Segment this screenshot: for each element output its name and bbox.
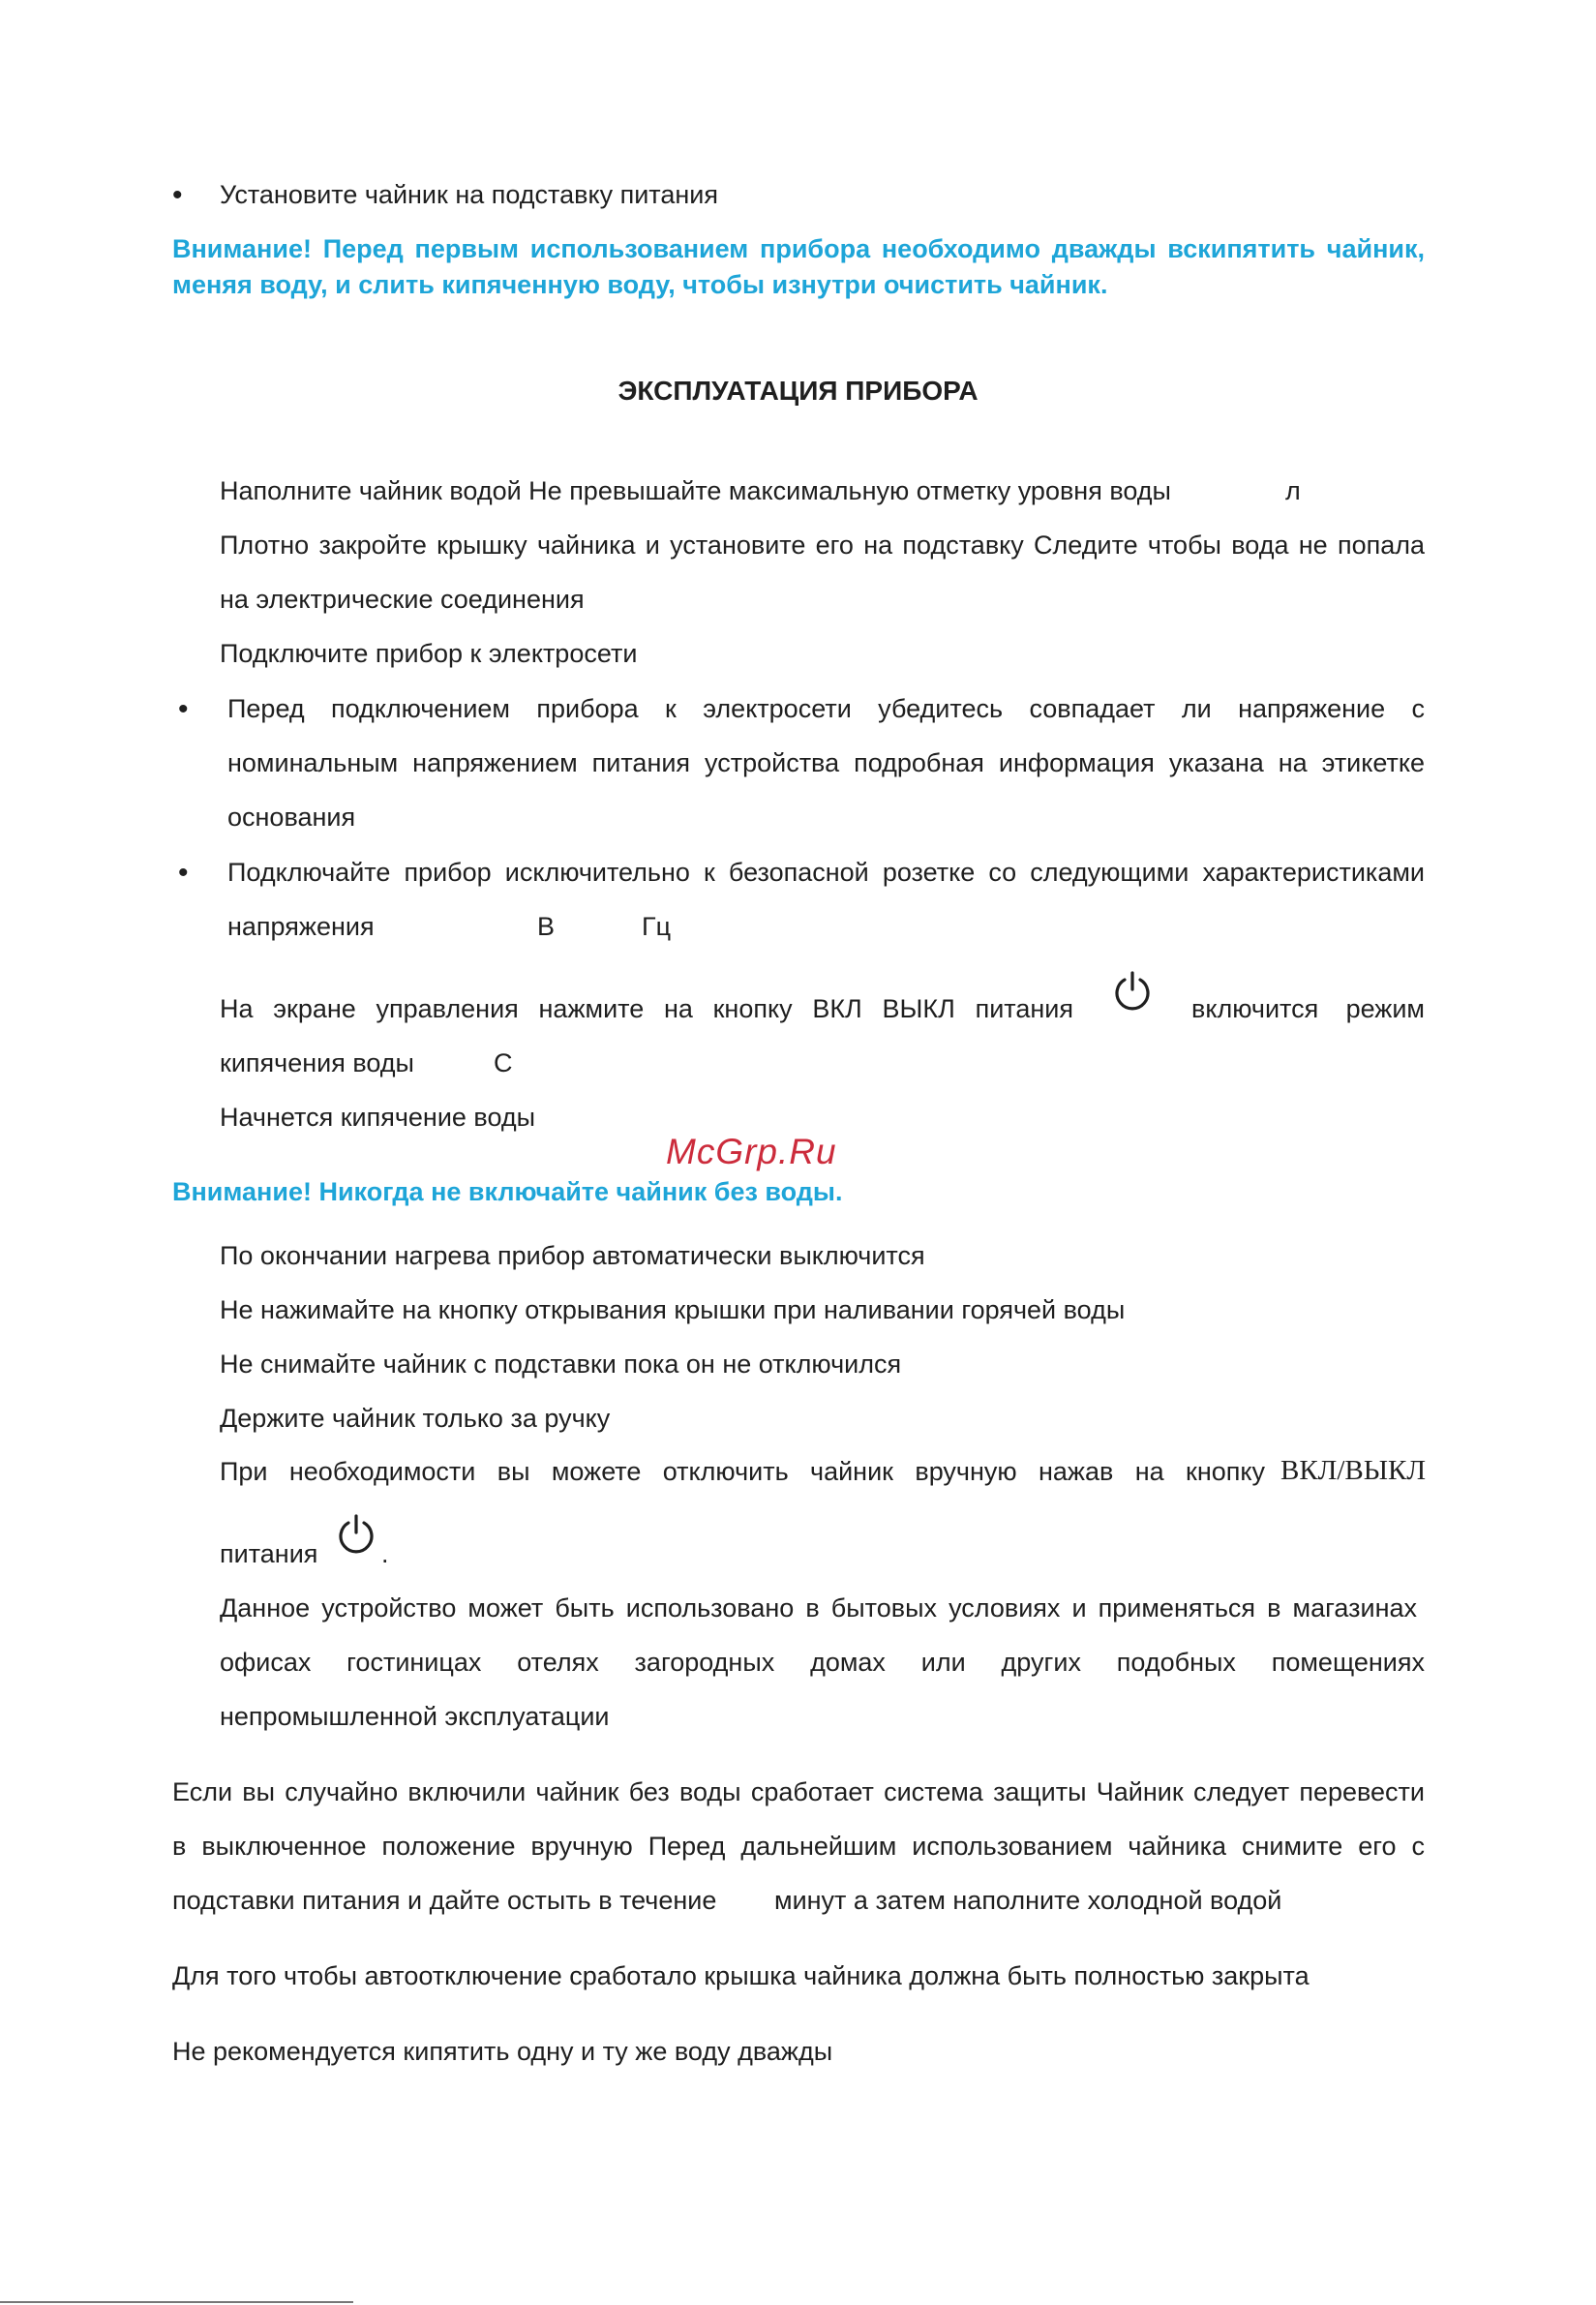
unit-label: Гц (642, 912, 672, 941)
instruction-line: непромышленной эксплуатации (220, 1702, 610, 1731)
instruction-line: Данное устройство может быть использовано в бытовых условиях и применяться в магазинах (220, 1593, 1417, 1623)
instruction-line: напряжения (227, 912, 375, 941)
instruction-line: Подключайте прибор исключительно к безопасной розетке со следующими характеристиками (227, 858, 1425, 887)
bullet: • (178, 693, 189, 725)
instruction-line: Не нажимайте на кнопку открывания крышки при наливании горячей воды (220, 1295, 1126, 1324)
warning-text: Внимание! Перед первым использованием прибора необходимо дважды вскипятить чайник, (172, 234, 1425, 263)
instruction-line: на электрические соединения (220, 585, 585, 614)
punctuation: . (381, 1539, 389, 1568)
button-name: ВКЛ/ВЫКЛ (1280, 1455, 1427, 1486)
instruction-line: питания (220, 1539, 318, 1568)
instruction-line: Наполните чайник водой Не превышайте максимальную отметку уровня воды (220, 476, 1171, 505)
instruction-line: кипячения воды (220, 1048, 414, 1077)
instruction-line: номинальным напряжением питания устройства подробная информация указана на этикетке (227, 748, 1425, 777)
watermark: McGrp.Ru (666, 1132, 837, 1171)
instruction-line: Держите чайник только за ручку (220, 1404, 611, 1433)
warning-text: меняя воду, и слить кипяченную воду, чтобы изнутри очистить чайник. (172, 270, 1108, 299)
footer-rule (0, 2301, 353, 2303)
instruction-line: включится режим (1191, 994, 1425, 1023)
instruction-line: По окончании нагрева прибор автоматически выключится (220, 1241, 925, 1270)
instruction-line: При необходимости вы можете отключить чайник вручную нажав на кнопку (220, 1457, 1265, 1486)
paragraph-line: подставки питания и дайте остыть в течение (172, 1886, 717, 1915)
instruction-line: Начнется кипячение воды (220, 1103, 536, 1132)
warning-text: Внимание! Никогда не включайте чайник без воды. (172, 1177, 843, 1206)
paragraph-line: минут а затем наполните холодной водой (774, 1886, 1282, 1915)
instruction-line: Плотно закройте крышку чайника и установите его на подставку Следите чтобы вода не попала (220, 531, 1425, 560)
instruction-line: основания (227, 803, 356, 832)
instruction-line: Перед подключением прибора к электросети убедитесь совпадает ли напряжение с (227, 694, 1425, 723)
power-icon (1111, 970, 1154, 1013)
paragraph-line: в выключенное положение вручную Перед дальнейшим использованием чайника снимите его с (172, 1832, 1425, 1861)
unit-label: л (1285, 476, 1301, 505)
section-title: ЭКСПЛУАТАЦИЯ ПРИБОРА (617, 376, 979, 406)
paragraph-line: Для того чтобы автоотключение сработало крышка чайника должна быть полностью закрыта (172, 1961, 1310, 1990)
paragraph-line: Не рекомендуется кипятить одну и ту же воду дважды (172, 2037, 833, 2066)
instruction-line: Подключите прибор к электросети (220, 639, 638, 668)
unit-label: В (537, 912, 556, 941)
instruction-line: Установите чайник на подставку питания (220, 180, 718, 209)
paragraph-line: Если вы случайно включили чайник без воды сработает система защиты Чайник следует перевести (172, 1777, 1425, 1806)
instruction-line: Не снимайте чайник с подставки пока он не отключился (220, 1350, 902, 1379)
instruction-line: офисах гостиницах отелях загородных домах или других подобных помещениях (220, 1648, 1425, 1677)
bullet: • (178, 857, 189, 889)
bullet: • (172, 179, 183, 211)
unit-label: С (494, 1048, 513, 1077)
power-icon (335, 1513, 377, 1556)
instruction-line: На экране управления нажмите на кнопку ВКЛ ВЫКЛ питания (220, 994, 1073, 1023)
